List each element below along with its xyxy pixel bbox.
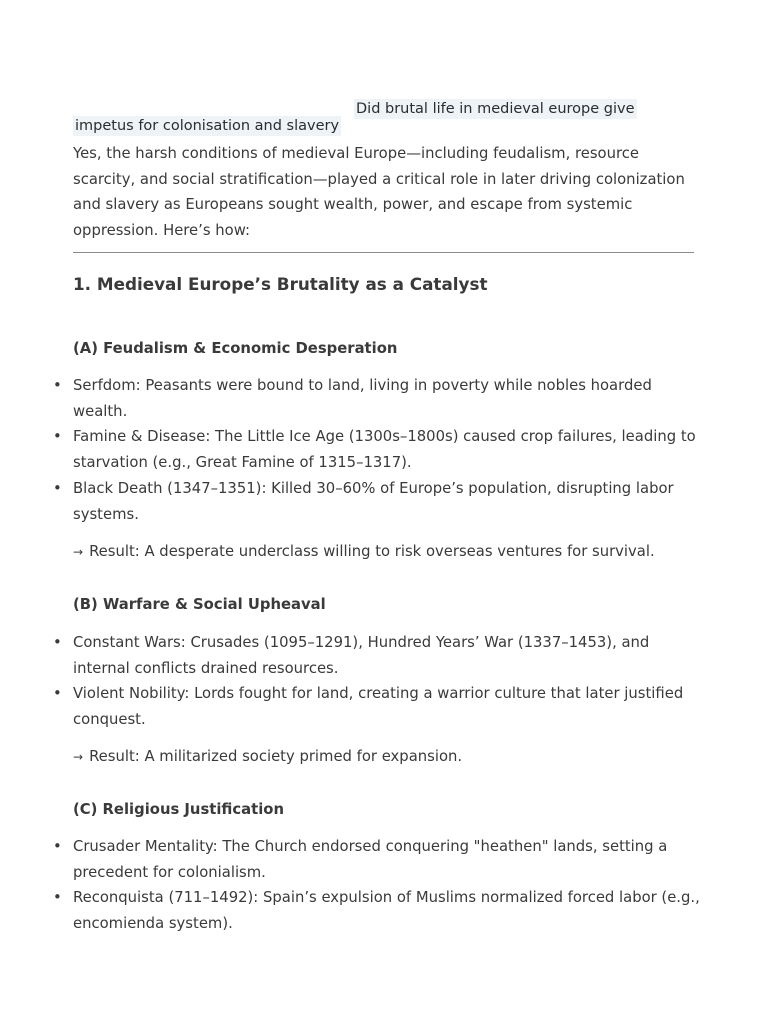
- subsection-heading-c: (C) Religious Justification: [73, 801, 284, 818]
- bullet-list-c: [73, 834, 703, 937]
- list-item: • Crusader Mentality: The Church endorsed conquering "heathen" lands, setting a precedent for colonialism.: [73, 834, 703, 885]
- result-line-b: [73, 744, 713, 771]
- section-heading: 1. Medieval Europe’s Brutality as a Catalyst: [73, 274, 488, 294]
- list-item: • Black Death (1347–1351): Killed 30–60% of Europe’s population, disrupting labor systems.: [73, 476, 703, 527]
- result-line-a: [73, 539, 713, 566]
- result-text: Result: A desperate underclass willing to risk overseas ventures for survival.: [89, 543, 655, 560]
- user-question: [73, 101, 673, 135]
- subsection-heading-a: (A) Feudalism & Economic Desperation: [73, 340, 398, 357]
- question-text: Did brutal life in medieval europe give impetus for colonisation and slavery: [75, 101, 635, 134]
- list-item: • Famine & Disease: The Little Ice Age (1300s–1800s) caused crop failures, leading to starvation (e.g., Great Famine of 1315–1317).: [73, 424, 703, 475]
- list-item: • Constant Wars: Crusades (1095–1291), Hundred Years’ War (1337–1453), and internal conflicts drained resources.: [73, 630, 703, 681]
- result-text: Result: A militarized society primed for expansion.: [89, 748, 463, 765]
- bullet-list-a: [73, 373, 703, 527]
- list-item: • Reconquista (711–1492): Spain’s expulsion of Muslims normalized forced labor (e.g., encomienda system).: [73, 885, 703, 936]
- arrow-icon: →: [73, 750, 84, 764]
- section-divider: [73, 252, 694, 253]
- list-item: • Violent Nobility: Lords fought for land, creating a warrior culture that later justified conquest.: [73, 681, 703, 732]
- intro-paragraph: Yes, the harsh conditions of medieval Europe—including feudalism, resource scarcity, and social stratification—played a critical role in later driving colonization and slavery as Europeans sought wealth, power, and escape from systemic oppression. Here’s how:: [73, 145, 685, 240]
- bullet-list-b: [73, 630, 703, 733]
- list-item: • Serfdom: Peasants were bound to land, living in poverty while nobles hoarded wealth.: [73, 373, 703, 424]
- arrow-icon: →: [73, 545, 84, 559]
- subsection-heading-b: (B) Warfare & Social Upheaval: [73, 596, 326, 613]
